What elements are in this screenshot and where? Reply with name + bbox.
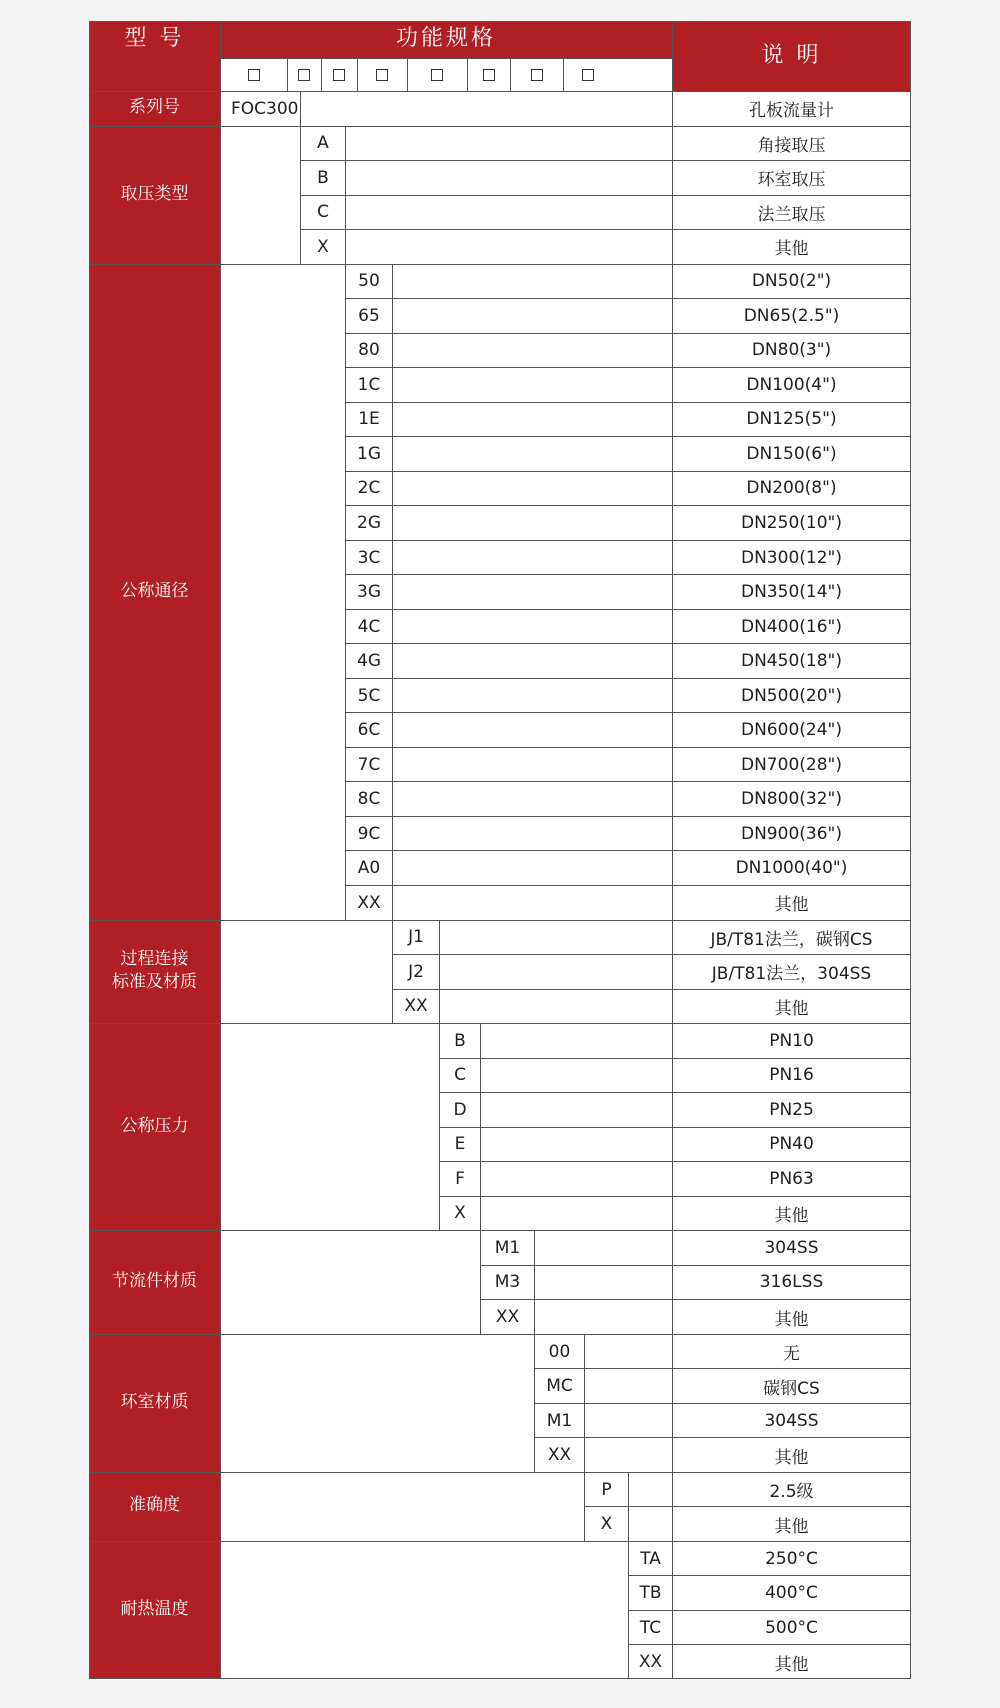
row-divider [345, 298, 911, 299]
row-divider [345, 367, 911, 368]
row-divider [300, 195, 911, 196]
option-description: JB/T81法兰，碳钢CS [673, 921, 910, 955]
checkbox-square-icon [248, 69, 260, 81]
option-code: 1G [346, 437, 392, 471]
row-divider [392, 954, 911, 955]
column-divider [220, 1472, 221, 1541]
option-description: 其他 [673, 990, 910, 1024]
option-description: JB/T81法兰，304SS [673, 955, 910, 989]
option-description: DN400(16") [673, 610, 910, 644]
option-code: 2C [346, 472, 392, 506]
option-code: TC [629, 1611, 672, 1645]
checkbox-square-icon [582, 69, 594, 81]
column-divider [220, 1023, 221, 1230]
option-description: PN10 [673, 1024, 910, 1058]
column-divider [220, 91, 221, 126]
checkbox-square-icon [376, 69, 388, 81]
option-code: 65 [346, 299, 392, 333]
section-label-line: 公称通径 [120, 580, 189, 601]
option-description: 孔板流量计 [673, 92, 910, 126]
checkbox-square-icon [333, 69, 345, 81]
option-code: 1C [346, 368, 392, 402]
column-divider [321, 58, 322, 91]
option-description: PN40 [673, 1128, 910, 1162]
option-code: TA [629, 1542, 672, 1576]
option-code: FOC300 [221, 92, 300, 126]
row-divider [345, 540, 911, 541]
column-divider [220, 21, 221, 91]
option-description: DN300(12") [673, 541, 910, 575]
row-divider [89, 920, 911, 921]
row-divider [345, 747, 911, 748]
section-label [89, 1472, 220, 1541]
option-description: 250°C [673, 1542, 910, 1576]
option-description: 其他 [673, 886, 910, 920]
row-divider [345, 436, 911, 437]
column-divider [392, 264, 393, 920]
section-label [89, 91, 220, 126]
section-label-line: 过程连接 [120, 948, 189, 969]
column-divider [534, 1230, 535, 1334]
column-divider [220, 126, 221, 264]
column-divider [672, 21, 673, 91]
option-code: 50 [346, 265, 392, 299]
checkbox-square-icon [483, 69, 495, 81]
section-label [89, 1334, 220, 1472]
option-description: 其他 [673, 1300, 910, 1334]
row-divider [534, 1437, 911, 1438]
section-label [89, 1541, 220, 1679]
code-checkbox-7[interactable] [510, 58, 563, 91]
option-code: 2G [346, 506, 392, 540]
option-code: XX [481, 1300, 534, 1334]
checkbox-square-icon [531, 69, 543, 81]
row-divider [584, 1506, 911, 1507]
column-divider [467, 58, 468, 91]
option-description: DN900(36") [673, 817, 910, 851]
option-code: XX [629, 1645, 672, 1679]
option-description: DN700(28") [673, 748, 910, 782]
option-code: M1 [481, 1231, 534, 1265]
option-description: DN200(8") [673, 472, 910, 506]
option-code: F [440, 1162, 480, 1196]
code-checkbox-3[interactable] [321, 58, 357, 91]
section-label [89, 126, 220, 264]
option-description: 316LSS [673, 1266, 910, 1300]
option-code: 9C [346, 817, 392, 851]
row-divider [480, 1299, 911, 1300]
section-label-line: 耐热温度 [120, 1599, 189, 1620]
code-checkbox-8[interactable] [563, 58, 612, 91]
option-code: D [440, 1093, 480, 1127]
option-description: DN800(32") [673, 782, 910, 816]
option-code: E [440, 1128, 480, 1162]
row-divider [628, 1575, 911, 1576]
section-label [89, 264, 220, 920]
option-description: 其他 [673, 1507, 910, 1541]
section-label [89, 1230, 220, 1334]
row-divider [89, 1541, 911, 1542]
option-description: 环室取压 [673, 161, 910, 195]
row-divider [345, 850, 911, 851]
option-code: P [585, 1473, 628, 1507]
option-code: J1 [393, 921, 439, 955]
option-code: XX [393, 990, 439, 1024]
row-divider [439, 1092, 911, 1093]
option-description: DN350(14") [673, 575, 910, 609]
option-description: 其他 [673, 1197, 910, 1231]
column-divider [672, 264, 673, 920]
option-code: 4C [346, 610, 392, 644]
row-divider [345, 333, 911, 334]
row-divider [480, 1265, 911, 1266]
model-header-label: 型 号 [124, 26, 185, 52]
section-label [89, 920, 220, 1024]
option-description: DN80(3") [673, 334, 910, 368]
code-checkbox-5[interactable] [407, 58, 467, 91]
option-code: 3G [346, 575, 392, 609]
section-label-line: 准确度 [129, 1495, 180, 1516]
option-description: PN16 [673, 1059, 910, 1093]
option-description: DN1000(40") [673, 851, 910, 885]
row-divider [345, 712, 911, 713]
spec-header-label: 功能规格 [395, 26, 496, 52]
code-checkbox-1[interactable] [220, 58, 287, 91]
option-description: 304SS [673, 1404, 910, 1438]
column-divider [407, 58, 408, 91]
option-description: 500°C [673, 1611, 910, 1645]
option-code: B [440, 1024, 480, 1058]
option-description: DN50(2") [673, 265, 910, 299]
column-divider [480, 1230, 481, 1334]
column-divider [563, 58, 564, 91]
row-divider [439, 1058, 911, 1059]
code-checkbox-6[interactable] [467, 58, 510, 91]
desc-header [672, 21, 911, 91]
option-code: 7C [346, 748, 392, 782]
option-code: X [301, 230, 345, 264]
option-code: 1E [346, 403, 392, 437]
option-code: 3C [346, 541, 392, 575]
option-description: DN500(20") [673, 679, 910, 713]
option-code: M1 [535, 1404, 584, 1438]
spec-header [220, 21, 672, 58]
row-divider [439, 1196, 911, 1197]
option-description: 法兰取压 [673, 196, 910, 230]
row-divider [89, 1230, 911, 1231]
column-divider [439, 920, 440, 1024]
column-divider [392, 920, 393, 1024]
option-code: C [440, 1059, 480, 1093]
option-code: XX [346, 886, 392, 920]
option-description: PN63 [673, 1162, 910, 1196]
column-divider [220, 264, 221, 920]
column-divider [300, 91, 301, 126]
row-divider [345, 885, 911, 886]
section-label [89, 1023, 220, 1230]
row-divider [89, 1023, 911, 1024]
option-code: X [585, 1507, 628, 1541]
option-description: 400°C [673, 1576, 910, 1610]
column-divider [287, 58, 288, 91]
row-divider [89, 126, 911, 127]
row-divider [439, 1161, 911, 1162]
option-description: 无 [673, 1335, 910, 1369]
row-divider [628, 1644, 911, 1645]
option-code: TB [629, 1576, 672, 1610]
option-description: DN450(18") [673, 644, 910, 678]
option-code: B [301, 161, 345, 195]
option-code: M3 [481, 1266, 534, 1300]
column-divider [672, 920, 673, 1024]
column-divider [345, 264, 346, 920]
column-divider [357, 58, 358, 91]
option-code: XX [535, 1438, 584, 1472]
row-divider [628, 1610, 911, 1611]
option-code: X [440, 1197, 480, 1231]
model-spec-table [89, 21, 911, 1679]
row-divider [300, 229, 911, 230]
row-divider [300, 160, 911, 161]
row-divider [345, 402, 911, 403]
checkbox-square-icon [431, 69, 443, 81]
column-divider [672, 1230, 673, 1334]
row-divider [345, 609, 911, 610]
row-divider [345, 505, 911, 506]
row-divider [89, 1334, 911, 1335]
row-divider [534, 1403, 911, 1404]
row-divider [89, 91, 911, 92]
section-label-line: 公称压力 [120, 1115, 189, 1136]
row-divider [89, 1472, 911, 1473]
option-description: PN25 [673, 1093, 910, 1127]
code-checkbox-4[interactable] [357, 58, 407, 91]
code-checkbox-2[interactable] [287, 58, 321, 91]
row-divider [89, 264, 911, 265]
section-label-line: 取压类型 [120, 183, 189, 204]
option-code: 6C [346, 713, 392, 747]
option-description: 碳钢CS [673, 1369, 910, 1403]
section-label-line: 标准及材质 [112, 972, 197, 993]
option-description: DN100(4") [673, 368, 910, 402]
column-divider [672, 91, 673, 126]
option-description: DN250(10") [673, 506, 910, 540]
row-divider [345, 816, 911, 817]
column-divider [220, 1541, 221, 1679]
option-description: DN65(2.5") [673, 299, 910, 333]
option-code: A [301, 127, 345, 161]
row-divider [392, 989, 911, 990]
option-code: 00 [535, 1335, 584, 1369]
row-divider [220, 58, 672, 59]
option-description: DN600(24") [673, 713, 910, 747]
row-divider [345, 471, 911, 472]
option-code: 4G [346, 644, 392, 678]
column-divider [220, 1230, 221, 1334]
option-code: 8C [346, 782, 392, 816]
option-description: DN125(5") [673, 403, 910, 437]
column-divider [510, 58, 511, 91]
model-header-blank [89, 58, 220, 91]
column-divider [220, 920, 221, 1024]
option-description: 304SS [673, 1231, 910, 1265]
option-code: MC [535, 1369, 584, 1403]
column-divider [220, 1334, 221, 1472]
row-divider [534, 1368, 911, 1369]
section-label-line: 节流件材质 [112, 1271, 197, 1292]
row-divider [345, 781, 911, 782]
option-description: 角接取压 [673, 127, 910, 161]
model-header [89, 21, 220, 58]
option-description: 其他 [673, 230, 910, 264]
section-label-line: 环室材质 [120, 1391, 189, 1412]
option-code: C [301, 196, 345, 230]
row-divider [345, 678, 911, 679]
option-code: A0 [346, 851, 392, 885]
option-description: 其他 [673, 1645, 910, 1679]
option-code: 5C [346, 679, 392, 713]
checkbox-square-icon [298, 69, 310, 81]
section-label-line: 系列号 [129, 97, 180, 118]
option-code: 80 [346, 334, 392, 368]
desc-header-label: 说 明 [761, 42, 822, 68]
option-code: J2 [393, 955, 439, 989]
option-description: 2.5级 [673, 1473, 910, 1507]
option-description: 其他 [673, 1438, 910, 1472]
option-description: DN150(6") [673, 437, 910, 471]
row-divider [345, 574, 911, 575]
row-divider [345, 643, 911, 644]
row-divider [439, 1127, 911, 1128]
